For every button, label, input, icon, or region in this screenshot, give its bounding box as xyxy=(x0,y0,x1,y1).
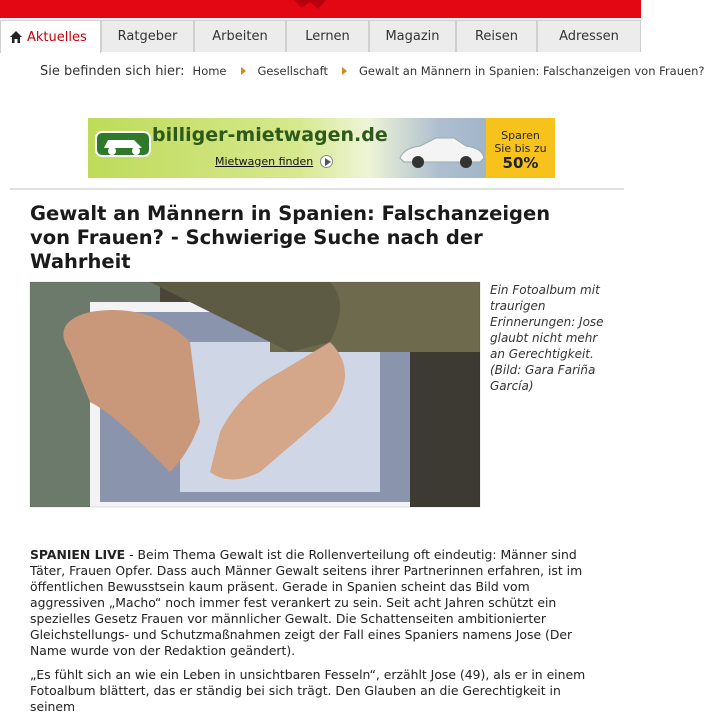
tab-arbeiten[interactable] xyxy=(194,20,286,52)
paragraph-text: - Beim Thema Gewalt ist die Rollenverteilung oft eindeutig: Männer sind Täter, Frauen Opfer. Dass auch Männer Gewalt seitens ihrer Partnerinnen erfahren, ist im öffentlichen Bewusstsein kaum präsent. Gerade in Spanien scheint das Bild vom aggressiven „Macho“ noch immer fest verankert zu sein. Seit acht Jahren schützt ein spezielles Gesetz Frauen vor männlicher Gewalt. Die Schattenseiten ambitionierter Gleichstellungs- und Schutzmaßnahmen zeigt der Fall eines Spaniers namens Jose (Der Name wurde von der Redaktion geändert). xyxy=(30,547,583,658)
ad-badge-line2: Sie bis zu xyxy=(494,142,547,155)
breadcrumb-current-page: Gewalt an Männern in Spanien: Falschanzeigen von Frauen? xyxy=(358,64,704,78)
tab-label: Aktuelles xyxy=(27,29,87,45)
ad-badge-value: 50% xyxy=(502,154,539,172)
breadcrumb-intro: Sie befinden sich hier: xyxy=(40,63,185,79)
tab-label: Adressen xyxy=(559,29,619,44)
site-logo-fragment[interactable] xyxy=(290,0,330,12)
tab-label: Lernen xyxy=(305,29,350,44)
tab-label: Reisen xyxy=(474,29,519,44)
article-body xyxy=(30,547,600,723)
breadcrumb-arrow-icon xyxy=(342,67,347,75)
breadcrumb-arrow-icon xyxy=(241,67,246,75)
article-paragraph xyxy=(30,547,600,659)
main-navigation xyxy=(0,18,641,52)
article-photo[interactable] xyxy=(30,282,480,507)
ad-brand-name: billiger-mietwagen.de xyxy=(152,124,388,146)
advertisement-banner[interactable] xyxy=(88,118,555,178)
photo-album-hands-image xyxy=(30,282,480,507)
tab-ratgeber[interactable] xyxy=(101,20,194,52)
tab-aktuelles[interactable] xyxy=(0,20,101,53)
section-divider xyxy=(10,188,624,190)
article-kicker: SPANIEN LIVE xyxy=(30,547,126,562)
breadcrumb-home-link[interactable]: Home xyxy=(192,64,227,78)
tab-label: Ratgeber xyxy=(117,29,178,44)
tab-label: Arbeiten xyxy=(212,29,268,44)
breadcrumb xyxy=(40,63,704,79)
tab-lernen[interactable] xyxy=(286,20,369,52)
ad-cta-link[interactable]: Mietwagen finden xyxy=(215,155,314,168)
play-arrow-icon[interactable] xyxy=(320,155,333,168)
photo-caption: Ein Fotoalbum mit traurigen Erinnerungen: Jose glaubt nicht mehr an Gerechtigkeit. (Bild: Gara Fariña García) xyxy=(490,283,604,393)
car-logo-icon xyxy=(94,126,154,160)
home-icon xyxy=(9,30,23,44)
tab-reisen[interactable] xyxy=(456,20,537,52)
article-title: Gewalt an Männern in Spanien: Falschanzeigen von Frauen? - Schwierige Suche nach der Wahrheit xyxy=(30,202,551,273)
ad-badge-line1: Sparen xyxy=(501,129,540,142)
tab-magazin[interactable] xyxy=(369,20,456,52)
tab-adressen[interactable] xyxy=(537,20,641,52)
site-header-bar xyxy=(0,0,641,18)
breadcrumb-category-link[interactable]: Gesellschaft xyxy=(257,64,328,78)
tab-label: Magazin xyxy=(385,29,440,44)
ad-savings-badge xyxy=(486,118,555,178)
article-paragraph: „Es fühlt sich an wie ein Leben in unsichtbaren Fesseln“, erzählt Jose (49), als er in einem Fotoalbum blättert, das er ständig bei sich trägt. Den Glauben an die Gerechtigkeit in seinem xyxy=(30,667,586,714)
convertible-car-icon xyxy=(396,130,486,170)
